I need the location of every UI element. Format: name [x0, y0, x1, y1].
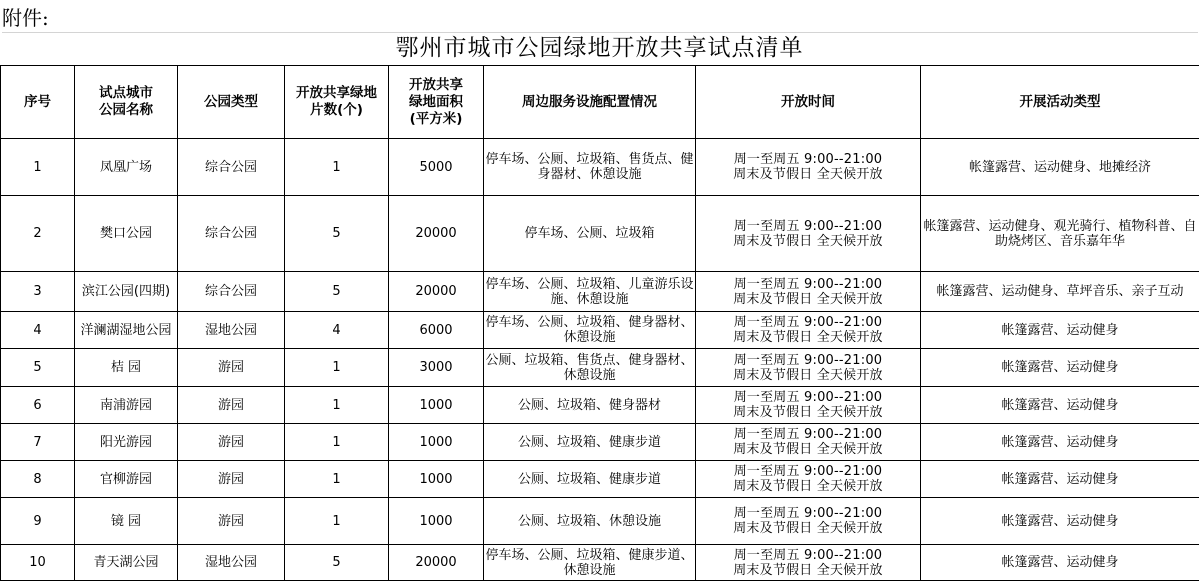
cell-opening-hours [696, 196, 921, 272]
cell-facilities: 公厕、垃圾箱、健康步道 [484, 424, 696, 461]
col-header-park-type: 公园类型 [178, 66, 285, 139]
cell-activities: 帐篷露营、运动健身、观光骑行、植物科普、自助烧烤区、音乐嘉年华 [921, 196, 1199, 272]
cell-facilities: 停车场、公厕、垃圾箱、儿童游乐设施、休憩设施 [484, 272, 696, 312]
cell-facilities: 公厕、垃圾箱、健康步道 [484, 461, 696, 498]
cell-no: 10 [1, 545, 75, 581]
cell-plot-count: 1 [285, 424, 389, 461]
table-row [1, 272, 1199, 312]
hours-weekday: 周一至周五 9:00--21:00 [697, 353, 919, 368]
cell-facilities: 停车场、公厕、垃圾箱、健康步道、休憩设施 [484, 545, 696, 581]
col-header-opening-hours: 开放时间 [696, 66, 921, 139]
table-row [1, 545, 1199, 581]
cell-facilities: 停车场、公厕、垃圾箱 [484, 196, 696, 272]
hours-weekend: 周末及节假日 全天候开放 [697, 330, 919, 345]
cell-area: 1000 [389, 424, 484, 461]
hours-weekend: 周末及节假日 全天候开放 [697, 368, 919, 383]
cell-opening-hours [696, 461, 921, 498]
cell-park-name: 樊口公园 [75, 196, 178, 272]
hours-weekend: 周末及节假日 全天候开放 [697, 442, 919, 457]
cell-area: 3000 [389, 349, 484, 387]
cell-activities: 帐篷露营、运动健身、草坪音乐、亲子互动 [921, 272, 1199, 312]
document-title: 鄂州市城市公园绿地开放共享试点清单 [0, 32, 1199, 64]
cell-park-type: 游园 [178, 498, 285, 545]
cell-opening-hours [696, 139, 921, 196]
col-header-activities: 开展活动类型 [921, 66, 1199, 139]
col-header-facilities: 周边服务设施配置情况 [484, 66, 696, 139]
cell-park-type: 综合公园 [178, 196, 285, 272]
table-header-row [1, 66, 1199, 139]
cell-park-name: 阳光游园 [75, 424, 178, 461]
cell-facilities: 公厕、垃圾箱、休憩设施 [484, 498, 696, 545]
cell-plot-count: 1 [285, 139, 389, 196]
cell-no: 3 [1, 272, 75, 312]
table-row [1, 498, 1199, 545]
cell-plot-count: 1 [285, 498, 389, 545]
cell-activities: 帐篷露营、运动健身 [921, 461, 1199, 498]
cell-park-type: 游园 [178, 424, 285, 461]
park-list-table [0, 65, 1199, 581]
col-header-park-name: 试点城市 公园名称 [75, 66, 178, 139]
cell-park-type: 综合公园 [178, 139, 285, 196]
cell-plot-count: 1 [285, 387, 389, 424]
table-row [1, 387, 1199, 424]
cell-facilities: 公厕、垃圾箱、健身器材 [484, 387, 696, 424]
cell-opening-hours [696, 545, 921, 581]
cell-park-name: 滨江公园(四期) [75, 272, 178, 312]
cell-no: 5 [1, 349, 75, 387]
cell-park-name: 南浦游园 [75, 387, 178, 424]
cell-park-type: 综合公园 [178, 272, 285, 312]
cell-no: 9 [1, 498, 75, 545]
hours-weekday: 周一至周五 9:00--21:00 [697, 219, 919, 234]
hours-weekday: 周一至周五 9:00--21:00 [697, 464, 919, 479]
cell-no: 8 [1, 461, 75, 498]
cell-activities: 帐篷露营、运动健身 [921, 312, 1199, 349]
cell-area: 20000 [389, 545, 484, 581]
hours-weekend: 周末及节假日 全天候开放 [697, 405, 919, 420]
cell-no: 1 [1, 139, 75, 196]
cell-no: 7 [1, 424, 75, 461]
hours-weekend: 周末及节假日 全天候开放 [697, 167, 919, 182]
cell-no: 6 [1, 387, 75, 424]
cell-park-name: 青天湖公园 [75, 545, 178, 581]
cell-area: 20000 [389, 272, 484, 312]
cell-plot-count: 1 [285, 461, 389, 498]
hours-weekend: 周末及节假日 全天候开放 [697, 479, 919, 494]
hours-weekend: 周末及节假日 全天候开放 [697, 521, 919, 536]
cell-opening-hours [696, 424, 921, 461]
cell-plot-count: 5 [285, 545, 389, 581]
cell-park-type: 游园 [178, 387, 285, 424]
cell-activities: 帐篷露营、运动健身 [921, 387, 1199, 424]
hours-weekday: 周一至周五 9:00--21:00 [697, 427, 919, 442]
cell-opening-hours [696, 349, 921, 387]
cell-plot-count: 5 [285, 196, 389, 272]
cell-opening-hours [696, 498, 921, 545]
table-row [1, 461, 1199, 498]
cell-activities: 帐篷露营、运动健身 [921, 498, 1199, 545]
hours-weekday: 周一至周五 9:00--21:00 [697, 506, 919, 521]
cell-activities: 帐篷露营、运动健身 [921, 424, 1199, 461]
cell-park-name: 洋澜湖湿地公园 [75, 312, 178, 349]
cell-park-name: 桔 园 [75, 349, 178, 387]
cell-park-name: 镜 园 [75, 498, 178, 545]
cell-activities: 帐篷露营、运动健身 [921, 545, 1199, 581]
cell-facilities: 公厕、垃圾箱、售货点、健身器材、休憩设施 [484, 349, 696, 387]
table-row [1, 312, 1199, 349]
cell-park-type: 游园 [178, 349, 285, 387]
cell-area: 20000 [389, 196, 484, 272]
table-row [1, 424, 1199, 461]
hours-weekday: 周一至周五 9:00--21:00 [697, 390, 919, 405]
hours-weekday: 周一至周五 9:00--21:00 [697, 315, 919, 330]
cell-park-name: 凤凰广场 [75, 139, 178, 196]
hours-weekday: 周一至周五 9:00--21:00 [697, 152, 919, 167]
cell-area: 6000 [389, 312, 484, 349]
cell-plot-count: 5 [285, 272, 389, 312]
cell-park-name: 官柳游园 [75, 461, 178, 498]
col-header-no: 序号 [1, 66, 75, 139]
col-header-area: 开放共享 绿地面积 (平方米) [389, 66, 484, 139]
hours-weekend: 周末及节假日 全天候开放 [697, 234, 919, 249]
cell-opening-hours [696, 272, 921, 312]
cell-plot-count: 1 [285, 349, 389, 387]
cell-plot-count: 4 [285, 312, 389, 349]
cell-park-type: 湿地公园 [178, 545, 285, 581]
attachment-label: 附件: [2, 4, 1198, 33]
col-header-plot-count: 开放共享绿地 片数(个) [285, 66, 389, 139]
cell-area: 1000 [389, 498, 484, 545]
cell-area: 1000 [389, 461, 484, 498]
cell-activities: 帐篷露营、运动健身、地摊经济 [921, 139, 1199, 196]
table-row [1, 139, 1199, 196]
cell-opening-hours [696, 312, 921, 349]
cell-facilities: 停车场、公厕、垃圾箱、健身器材、休憩设施 [484, 312, 696, 349]
table-row [1, 196, 1199, 272]
cell-opening-hours [696, 387, 921, 424]
hours-weekend: 周末及节假日 全天候开放 [697, 292, 919, 307]
cell-park-type: 湿地公园 [178, 312, 285, 349]
hours-weekend: 周末及节假日 全天候开放 [697, 563, 919, 578]
cell-activities: 帐篷露营、运动健身 [921, 349, 1199, 387]
cell-facilities: 停车场、公厕、垃圾箱、售货点、健身器材、休憩设施 [484, 139, 696, 196]
cell-no: 4 [1, 312, 75, 349]
hours-weekday: 周一至周五 9:00--21:00 [697, 277, 919, 292]
hours-weekday: 周一至周五 9:00--21:00 [697, 548, 919, 563]
cell-area: 1000 [389, 387, 484, 424]
table-row [1, 349, 1199, 387]
cell-area: 5000 [389, 139, 484, 196]
cell-no: 2 [1, 196, 75, 272]
cell-park-type: 游园 [178, 461, 285, 498]
